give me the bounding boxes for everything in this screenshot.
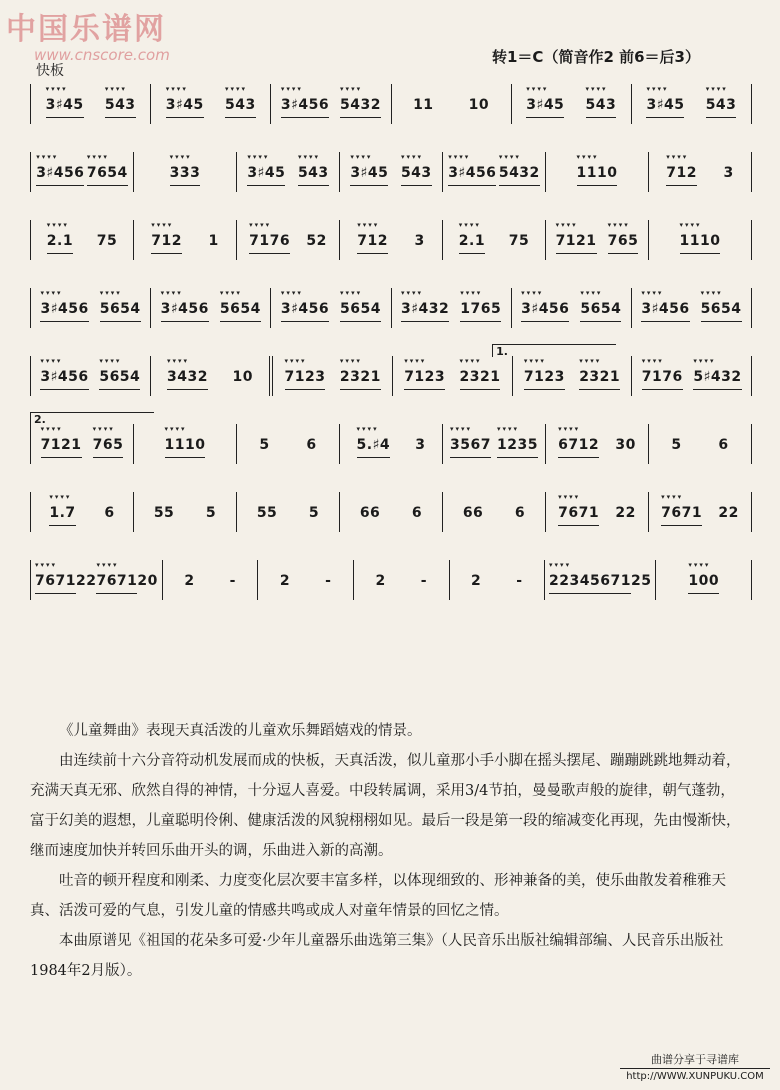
measure <box>273 356 393 396</box>
measure <box>134 220 237 260</box>
note-group: ▾▾▾▾ 7671 <box>35 567 76 594</box>
note-group: ▾▾▾▾ 3♯45 <box>350 159 388 186</box>
note-group: 2 <box>470 573 482 589</box>
measure <box>30 492 134 532</box>
measure <box>340 492 443 532</box>
watermark-logo: 中国乐谱网 <box>6 12 166 47</box>
note-group: 5 <box>205 505 217 521</box>
key-change: 转1＝C（简音作2 前6＝后3） <box>492 48 700 66</box>
measure <box>632 356 752 396</box>
score-system <box>30 484 752 544</box>
note-group: ▾▾▾▾ 3♯45 <box>646 91 684 118</box>
note-group: 6 <box>411 505 423 521</box>
paragraph: 本曲原谱见《祖国的花朵多可爱·少年儿童器乐曲选第三集》（人民音乐出版社编辑部编、人民音乐出版社1984年2月版）。 <box>30 933 724 979</box>
note-group: ▾▾▾▾ 2321 <box>579 363 620 390</box>
note-group: ▾▾▾▾ 7123 <box>524 363 565 390</box>
note-group: ▾▾▾▾ 1.7 <box>49 499 75 526</box>
note-group: ▾▾▾▾ 3♯456 <box>40 363 88 390</box>
note-group: ▾▾▾▾ 5432 <box>340 91 381 118</box>
note-group: 3 <box>414 233 425 249</box>
note-group: 66 <box>359 505 381 521</box>
measure <box>443 424 546 464</box>
tempo-marking: 快板 <box>36 63 64 79</box>
measure <box>354 560 450 600</box>
measure <box>151 288 271 328</box>
note-group: 55 <box>153 505 175 521</box>
score-system <box>30 144 752 204</box>
note-group: ▾▾▾▾ 3♯45 <box>46 91 84 118</box>
note-group: 6 <box>306 437 317 453</box>
measure <box>134 152 237 192</box>
note-group: 3 <box>723 165 734 181</box>
measure <box>237 492 340 532</box>
note-group: 3 <box>415 437 426 453</box>
measure <box>392 84 512 124</box>
note-group: 1 <box>208 233 219 249</box>
measure <box>340 152 443 192</box>
score-system <box>30 345 752 408</box>
note-group: ▾▾▾▾ 6712 <box>558 431 599 458</box>
paragraph: 《儿童舞曲》表现天真活泼的儿童欢乐舞蹈嬉戏的情景。 <box>59 723 422 739</box>
note-group: ▾▾▾▾ 1110 <box>680 227 721 254</box>
watermark-url: www.cnscore.com <box>34 46 170 64</box>
footer-credit <box>620 1052 770 1085</box>
note-group: 75 <box>508 233 530 249</box>
note-group: ▾▾▾▾ 712 <box>151 227 182 254</box>
note-group: ▾▾▾▾ 3♯45 <box>247 159 285 186</box>
note-group: 11 <box>413 97 434 113</box>
note-group: ▾▾▾▾ 100 <box>688 567 719 594</box>
volta-bracket: 1. <box>492 344 616 357</box>
footer-site-name: 曲谱分享于寻谱库 <box>651 1053 739 1066</box>
score-system <box>30 76 752 136</box>
note-group: 2 <box>279 573 291 589</box>
note-group: 52 <box>306 233 327 249</box>
note-group: ▾▾▾▾ 3♯456 <box>448 159 496 186</box>
note-group: ▾▾▾▾ 1110 <box>577 159 618 186</box>
note-group: ▾▾▾▾ 3♯456 <box>40 295 88 322</box>
measure <box>151 84 271 124</box>
note-group: 22 <box>75 573 97 589</box>
measure <box>393 356 513 396</box>
note-group: 6 <box>514 505 526 521</box>
paragraph: 由连续前十六分音符动机发展而成的快板，天真活泼，似儿童那小手小脚在摇头摆尾、蹦蹦跳跳地舞动着，充满天真无邪、欣然自得的神情，十分逗人喜爱。中段转属调，采用3/4节拍，曼曼歌声般的旋律，朝气蓬勃，富于幻美的遐想，儿童聪明伶俐、健康活泼的风貌栩栩如见。最后一段是第一段的缩减变化再现，先由慢渐快，继而速度加快并转回乐曲开头的调，乐曲进入新的高潮。 <box>30 753 741 859</box>
note-group: ▾▾▾▾ 7176 <box>642 363 683 390</box>
measure <box>546 424 649 464</box>
note-group: ▾▾▾▾ 3♯456 <box>281 295 329 322</box>
note-group: ▾▾▾▾ 765 <box>93 431 124 458</box>
measure <box>649 424 752 464</box>
volta-bracket: 2. <box>30 412 154 425</box>
note-group: ▾▾▾▾ 3♯456 <box>521 295 569 322</box>
note-group: ▾▾▾▾ 712 <box>357 227 388 254</box>
note-group: 30 <box>615 437 636 453</box>
measure <box>649 152 752 192</box>
note-group: ▾▾▾▾ 543 <box>105 91 136 118</box>
note-group: ▾▾▾▾ 7123 <box>404 363 445 390</box>
note-group: 22 <box>615 505 636 521</box>
measure <box>649 492 752 532</box>
note-group: ▾▾▾▾ 1765 <box>460 295 501 322</box>
measure <box>30 152 134 192</box>
measure <box>443 492 546 532</box>
note-group: ▾▾▾▾ 3♯45 <box>526 91 564 118</box>
note-group: ▾▾▾▾ 7121 <box>556 227 597 254</box>
measure <box>30 424 134 464</box>
measure <box>546 152 649 192</box>
note-group: ▾▾▾▾ 5♯432 <box>693 363 741 390</box>
note-group: ▾▾▾▾ 7123 <box>285 363 326 390</box>
measure <box>512 84 632 124</box>
paragraph: 吐音的顿开程度和刚柔、力度变化层次要丰富多样，以体现细致的、形神兼备的美，使乐曲散发着稚雅天真、活泼可爱的气息，引发儿童的情感共鸣或成人对童年情景的回忆之情。 <box>30 873 726 919</box>
note-group: ▾▾▾▾ 3♯45 <box>166 91 204 118</box>
note-group: - <box>420 573 427 589</box>
measure <box>450 560 546 600</box>
note-group: 2 <box>375 573 386 589</box>
note-group: ▾▾▾▾ 2321 <box>460 363 501 390</box>
note-group: ▾▾▾▾ 5654 <box>580 295 621 322</box>
note-group: 20 <box>137 573 158 589</box>
note-group: ▾▾▾▾ 7121 <box>41 431 82 458</box>
note-group: ▾▾▾▾ 5654 <box>100 295 141 322</box>
measure <box>237 424 340 464</box>
footer-url: http://WWW.XUNPUKU.COM <box>620 1068 770 1085</box>
measure <box>237 152 340 192</box>
note-group: 6 <box>718 437 729 453</box>
measure <box>513 356 633 396</box>
measure <box>258 560 354 600</box>
measure <box>30 220 134 260</box>
measure <box>30 356 151 396</box>
note-group: ▾▾▾▾ 712 <box>666 159 697 186</box>
note-group: ▾▾▾▾ 1110 <box>165 431 206 458</box>
score-system <box>30 552 752 612</box>
note-group: - <box>325 573 332 589</box>
measure <box>340 220 443 260</box>
note-group: 55 <box>256 505 278 521</box>
note-group: 25 <box>630 573 652 589</box>
note-group: - <box>516 573 523 589</box>
note-group: ▾▾▾▾ 3♯456 <box>161 295 209 322</box>
measure <box>545 560 656 600</box>
note-group: ▾▾▾▾ 2321 <box>340 363 381 390</box>
note-group: 10 <box>232 369 254 385</box>
measure <box>134 424 237 464</box>
note-group: 5 <box>308 505 320 521</box>
note-group: 5 <box>671 437 682 453</box>
note-group: ▾▾▾▾ 5654 <box>99 363 140 390</box>
measure <box>392 288 512 328</box>
note-group: ▾▾▾▾ 5.♯4 <box>357 431 391 458</box>
note-group: ▾▾▾▾ 3♯456 <box>281 91 329 118</box>
note-group: ▾▾▾▾ 5654 <box>701 295 742 322</box>
note-group: ▾▾▾▾ 543 <box>586 91 617 118</box>
note-group: ▾▾▾▾ 5654 <box>340 295 381 322</box>
measure <box>340 424 443 464</box>
note-group: ▾▾▾▾ 765 <box>608 227 639 254</box>
measure <box>30 560 163 600</box>
note-group: ▾▾▾▾ 543 <box>401 159 432 186</box>
measure <box>271 84 391 124</box>
note-group: ▾▾▾▾ 543 <box>225 91 256 118</box>
note-group: ▾▾▾▾ 7671 <box>96 567 137 594</box>
measure <box>656 560 752 600</box>
measure <box>30 84 151 124</box>
measure <box>546 492 649 532</box>
measure <box>443 220 546 260</box>
note-group: 22 <box>718 505 739 521</box>
note-group: 5 <box>259 437 270 453</box>
note-group: ▾▾▾▾ 5432 <box>499 159 540 186</box>
note-group: 2 <box>184 573 195 589</box>
note-group: 75 <box>96 233 118 249</box>
note-group: - <box>229 573 236 589</box>
measure <box>163 560 259 600</box>
note-group: ▾▾▾▾ 2.1 <box>459 227 485 254</box>
measure <box>649 220 752 260</box>
measure <box>271 288 391 328</box>
note-group: ▾▾▾▾ 3♯456 <box>36 159 84 186</box>
score-system <box>30 212 752 272</box>
note-group: 66 <box>462 505 484 521</box>
score <box>30 76 752 620</box>
description-text <box>30 716 746 986</box>
note-group: ▾▾▾▾ 1235 <box>497 431 538 458</box>
score-system <box>30 413 752 476</box>
measure <box>443 152 546 192</box>
note-group: ▾▾▾▾ 7671 <box>558 499 599 526</box>
note-group: ▾▾▾▾ 543 <box>706 91 737 118</box>
note-group: ▾▾▾▾ 7671 <box>661 499 702 526</box>
note-group: ▾▾▾▾ 3432 <box>167 363 208 390</box>
measure <box>546 220 649 260</box>
measure <box>151 356 274 396</box>
note-group: ▾▾▾▾ 3♯456 <box>641 295 689 322</box>
note-group: ▾▾▾▾ 3♯432 <box>401 295 449 322</box>
note-group: ▾▾▾▾ 22345671 <box>549 567 631 594</box>
note-group: ▾▾▾▾ 7176 <box>249 227 290 254</box>
note-group: ▾▾▾▾ 5654 <box>220 295 261 322</box>
note-group: ▾▾▾▾ 2.1 <box>47 227 73 254</box>
measure <box>134 492 237 532</box>
measure <box>237 220 340 260</box>
measure <box>30 288 151 328</box>
note-group: ▾▾▾▾ 3567 <box>450 431 491 458</box>
measure <box>632 288 752 328</box>
score-system <box>30 280 752 340</box>
note-group: 6 <box>104 505 115 521</box>
measure <box>632 84 752 124</box>
note-group: 10 <box>468 97 490 113</box>
note-group: ▾▾▾▾ 543 <box>298 159 329 186</box>
note-group: ▾▾▾▾ 333 <box>170 159 201 186</box>
measure <box>512 288 632 328</box>
note-group: ▾▾▾▾ 7654 <box>87 159 128 186</box>
